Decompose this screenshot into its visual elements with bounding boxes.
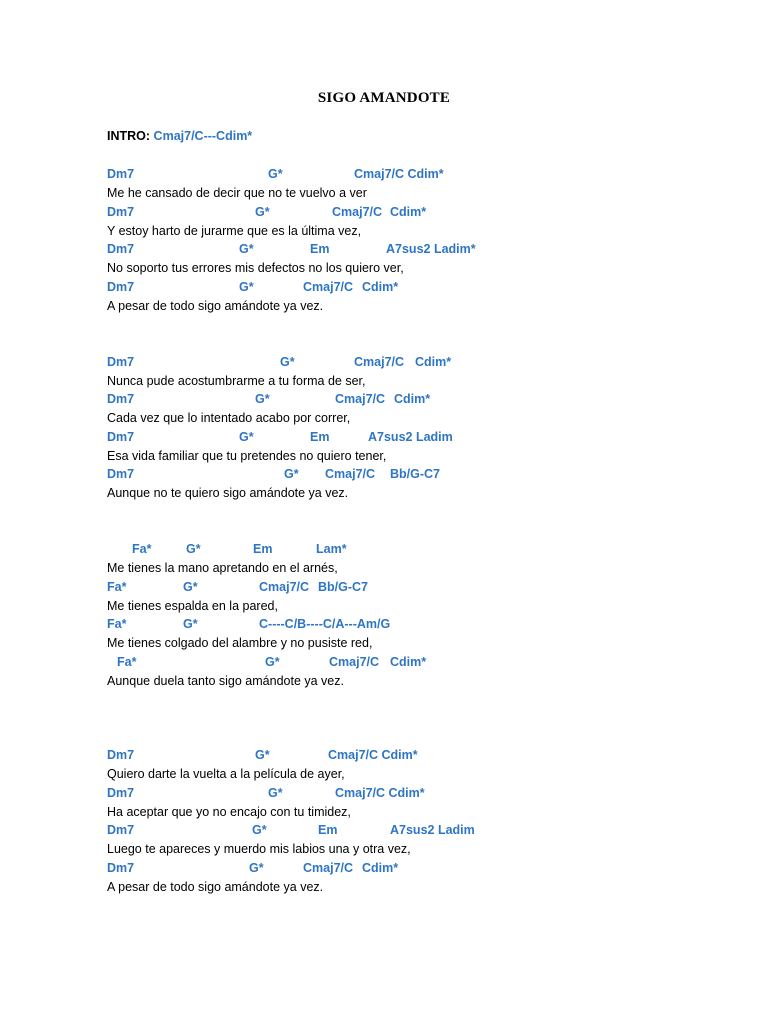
chord: Dm7: [107, 823, 135, 837]
verse3-chord-line-3: [0, 617, 768, 635]
intro-line: [107, 129, 252, 143]
chord: Dm7: [107, 430, 135, 444]
chord: A7sus2 Ladim: [368, 430, 453, 444]
verse1-lyric-4: A pesar de todo sigo amándote ya vez.: [107, 299, 324, 313]
chord: G*: [239, 242, 254, 256]
chord: G*: [183, 580, 198, 594]
verse4-lyric-2: Ha aceptar que yo no encajo con tu timidez,: [107, 805, 351, 819]
chord: Cmaj7/C: [259, 580, 310, 594]
chord: Dm7: [107, 242, 135, 256]
chord: Dm7: [107, 748, 135, 762]
verse2-chord-line-3: [0, 430, 768, 448]
chord: G*: [249, 861, 264, 875]
chord: Dm7: [107, 467, 135, 481]
chord: G*: [255, 748, 270, 762]
chord: Cmaj7/C Cdim*: [354, 167, 444, 181]
verse2-lyric-3: Esa vida familiar que tu pretendes no quiero tener,: [107, 449, 387, 463]
verse4-lyric-4: A pesar de todo sigo amándote ya vez.: [107, 880, 324, 894]
intro-chords: Cmaj7/C---Cdim*: [153, 129, 253, 143]
chord: Cdim*: [394, 392, 431, 406]
chord: Em: [253, 542, 273, 556]
verse2-chord-line-4: [0, 467, 768, 485]
chord: Cdim*: [362, 280, 399, 294]
verse1-chord-line-3: [0, 242, 768, 260]
chord: A7sus2 Ladim: [390, 823, 475, 837]
chord: Fa*: [107, 617, 127, 631]
chord: Fa*: [117, 655, 137, 669]
verse3-lyric-4: Aunque duela tanto sigo amándote ya vez.: [107, 674, 344, 688]
chord: Dm7: [107, 280, 135, 294]
chord: G*: [255, 392, 270, 406]
verse2-lyric-2: Cada vez que lo intentado acabo por correr,: [107, 411, 351, 425]
chord: Dm7: [107, 786, 135, 800]
verse1-lyric-3: No soporto tus errores mis defectos no los quiero ver,: [107, 261, 404, 275]
chord: Cmaj7/C: [329, 655, 380, 669]
chord: Dm7: [107, 355, 135, 369]
verse2-lyric-4: Aunque no te quiero sigo amándote ya vez.: [107, 486, 349, 500]
chord: Fa*: [132, 542, 152, 556]
verse1-chord-line-2: [0, 205, 768, 223]
verse3-chord-line-2: [0, 580, 768, 598]
verse2-chord-line-1: [0, 355, 768, 373]
chord: C----C/B----C/A---Am/G: [259, 617, 391, 631]
verse1-lyric-1: Me he cansado de decir que no te vuelvo a ver: [107, 186, 367, 200]
chord: Cdim*: [390, 205, 427, 219]
chord: Cdim*: [415, 355, 452, 369]
chord: G*: [186, 542, 201, 556]
chord: Dm7: [107, 167, 135, 181]
intro-label: INTRO:: [107, 129, 151, 143]
chord: Cmaj7/C: [332, 205, 383, 219]
verse1-chord-line-4: [0, 280, 768, 298]
chord: G*: [252, 823, 267, 837]
chord: G*: [284, 467, 299, 481]
verse4-chord-line-1: [0, 748, 768, 766]
verse4-lyric-1: Quiero darte la vuelta a la película de ayer,: [107, 767, 345, 781]
verse3-lyric-1: Me tienes la mano apretando en el arnés,: [107, 561, 338, 575]
verse1-lyric-2: Y estoy harto de jurarme que es la última vez,: [107, 224, 362, 238]
chord: Em: [318, 823, 338, 837]
chord: Bb/G-C7: [318, 580, 368, 594]
chord: Dm7: [107, 205, 135, 219]
chord: Cmaj7/C Cdim*: [335, 786, 425, 800]
chord: G*: [239, 430, 254, 444]
verse4-lyric-3: Luego te apareces y muerdo mis labios una y otra vez,: [107, 842, 411, 856]
verse3-lyric-3: Me tienes colgado del alambre y no pusiste red,: [107, 636, 373, 650]
chord: Cmaj7/C: [303, 280, 354, 294]
verse4-chord-line-3: [0, 823, 768, 841]
chord: Lam*: [316, 542, 347, 556]
chord: G*: [255, 205, 270, 219]
verse3-chord-line-1: [0, 542, 768, 560]
chord: Em: [310, 242, 330, 256]
chord: Cmaj7/C: [335, 392, 386, 406]
chord: Cmaj7/C: [325, 467, 376, 481]
chord: Em: [310, 430, 330, 444]
chord: A7sus2 Ladim*: [386, 242, 476, 256]
verse1-chord-line-1: [0, 167, 768, 185]
chord: G*: [280, 355, 295, 369]
verse3-lyric-2: Me tienes espalda en la pared,: [107, 599, 278, 613]
verse2-chord-line-2: [0, 392, 768, 410]
chord: G*: [265, 655, 280, 669]
chord: Cdim*: [362, 861, 399, 875]
song-title: SIGO AMANDOTE: [317, 90, 451, 106]
chord: Cmaj7/C Cdim*: [328, 748, 418, 762]
chord: Fa*: [107, 580, 127, 594]
chord: Cdim*: [390, 655, 427, 669]
verse4-chord-line-2: [0, 786, 768, 804]
verse2-lyric-1: Nunca pude acostumbrarme a tu forma de ser,: [107, 374, 366, 388]
chord: Cmaj7/C: [303, 861, 354, 875]
chord: G*: [268, 167, 283, 181]
chord: G*: [268, 786, 283, 800]
verse4-chord-line-4: [0, 861, 768, 879]
chord: G*: [239, 280, 254, 294]
verse3-chord-line-4: [0, 655, 768, 673]
chord: Dm7: [107, 861, 135, 875]
chord: Cmaj7/C: [354, 355, 405, 369]
chord: G*: [183, 617, 198, 631]
chord: Dm7: [107, 392, 135, 406]
chord: Bb/G-C7: [390, 467, 440, 481]
